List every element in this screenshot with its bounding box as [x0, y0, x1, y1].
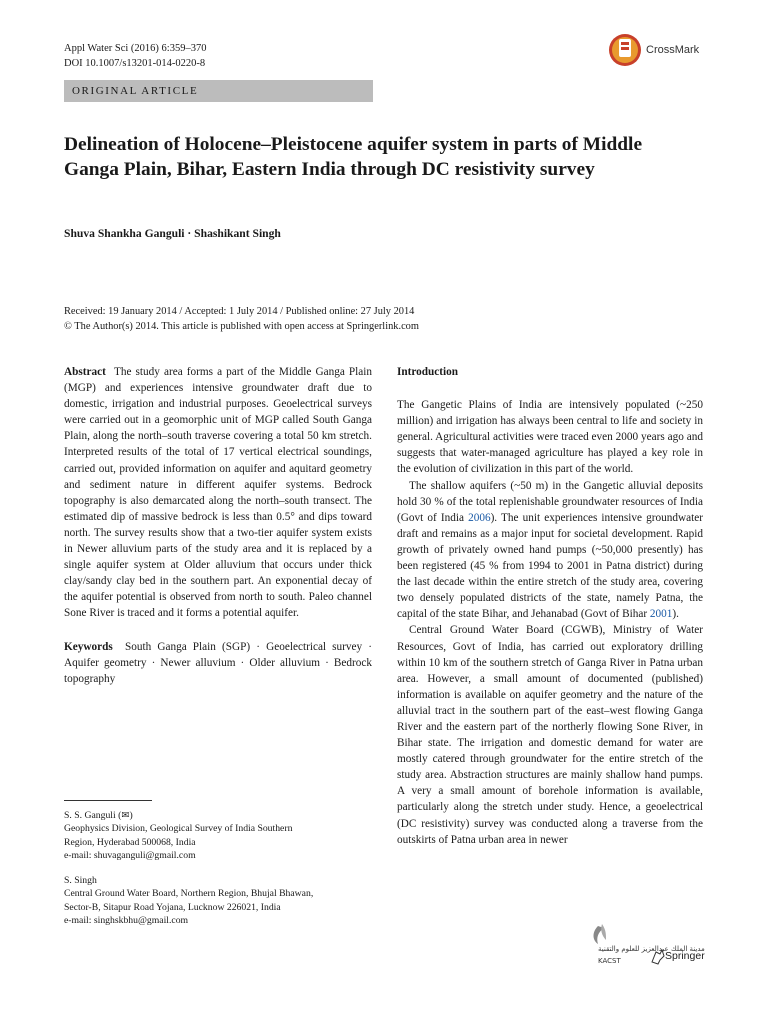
- journal-line: Appl Water Sci (2016) 6:359–370: [64, 43, 207, 54]
- footnote-divider: [64, 800, 152, 801]
- intro-text: ). The unit experiences intensive groundwater draft and remains as a major input for societal development. Rapid growth of privately owned hand pumps (~50,000 presently) has been registered (45 % from 1994 to 2001 in Patna district) during the last decade within the entire stretch of the study area, covering two densely populated districts of the state, namely Patna, the capital of the state Bihar, and Jehanabad (Govt of Bihar: [397, 511, 703, 621]
- crossmark-icon: [608, 31, 642, 69]
- right-column: [397, 364, 703, 848]
- publication-dates: [64, 304, 704, 334]
- affiliation-address: Central Ground Water Board, Northern Region, Bhujal Bhawan,: [64, 888, 314, 900]
- intro-paragraph-1: The Gangetic Plains of India are intensively populated (~250 million) and irrigation has always been central to life and society in general. Agricultural activities were traced even 2000 years ago and suggests that water-managed agriculture has played a key role in the evolution of civilization in this part of the world.: [397, 399, 703, 476]
- intro-paragraph-2: [397, 478, 703, 623]
- intro-text: The shallow aquifers (~50 m) in the Gangetic alluvial deposits hold 30 % of the total replenishable groundwater resources of India (Govt of India: [397, 479, 703, 524]
- intro-text: ).: [672, 608, 679, 621]
- affiliation-address: Region, Hyderabad 500068, India: [64, 836, 196, 848]
- journal-citation: [64, 41, 206, 71]
- affiliation-2: [64, 874, 372, 927]
- affiliation-email[interactable]: e-mail: singhskbhu@gmail.com: [64, 914, 189, 926]
- citation-link[interactable]: 2006: [468, 511, 491, 524]
- affiliation-1: [64, 809, 372, 862]
- doi-line: DOI 10.1007/s13201-014-0220-8: [64, 58, 206, 69]
- introduction-heading: Introduction: [397, 366, 459, 378]
- left-column: [64, 364, 372, 687]
- keywords-label: Keywords: [64, 640, 113, 653]
- abstract-text: The study area forms a part of the Middle Ganga Plain (MGP) and experiences intensive groundwater draft due to domestic, irrigation and industrial purposes. Geoelectrical surveys were carried out in a geomorphic unit of MGP called South Ganga Plain, along the north–south traverse covering a total 50 km stretch. Interpreted results of the total of 17 vertical electrical soundings, carried out, provided information on aquifer and aquitard geometry and sediment nature in different aquifer systems. Bedrock topography is also demarcated along the north–south transect. The estimated dip of massive bedrock is less than 0.5° and dips toward north. The survey results show that a two-tier aquifer system exists in Newer alluvium parts of the study area and it is replaced by a single aquifer system at Older alluvium that occurs under thick clay/sandy clay bed in the southern part. An exponential decay of the aquifer potential is observed from north to south. Paleo channel Sone River is traced and it forms a potential aquifer.: [64, 366, 372, 620]
- affiliation-name: S. S. Ganguli (✉): [64, 810, 133, 821]
- license-line: © The Author(s) 2014. This article is published with open access at Springerlink.com: [64, 321, 419, 332]
- affiliation-email[interactable]: e-mail: shuvaganguli@gmail.com: [64, 849, 196, 861]
- affiliation-address: Sector-B, Sitapur Road Yojana, Lucknow 226021, India: [64, 901, 281, 913]
- author-list: Shuva Shankha Ganguli · Shashikant Singh: [64, 227, 281, 240]
- kacst-label: KACST: [598, 957, 621, 965]
- dates-line: Received: 19 January 2014 / Accepted: 1 July 2014 / Published online: 27 July 2014: [64, 306, 415, 317]
- article-title: Delineation of Holocene–Pleistocene aquifer system in parts of Middle Ganga Plain, Bihar, Eastern India through DC resistivity survey: [64, 134, 643, 180]
- affiliation-name: S. Singh: [64, 875, 97, 886]
- abstract: [64, 364, 372, 622]
- crossmark-badge[interactable]: [608, 30, 718, 70]
- citation-link[interactable]: 2001: [649, 608, 673, 621]
- crossmark-label: CrossMark: [646, 44, 700, 56]
- abstract-label: Abstract: [64, 366, 106, 378]
- springer-label: Springer: [665, 950, 705, 962]
- keywords: [64, 639, 372, 687]
- kacst-arabic-label: مدينة الملك عبدالعزيز للعلوم والتقنية: [598, 945, 705, 953]
- intro-paragraph-3: Central Ground Water Board (CGWB), Ministry of Water Resources, Govt of India, has carried out exploratory drilling within 10 km of the southern stretch of Ganga River in Patna urban area. However, a small amount of documented (published) information is available on aquifer geometry and the nature of the alluvial tract in the southern part of the east–west flowing Ganga River and the eastern part of the northerly flowing Sone River, in Bihar state. The irrigation and domestic demand for water are mostly catered through groundwater for the entire stretch of the study area. Abstraction structures are mainly shallow hand pumps. A very a small amount of borehole information is available, particularly along the stretch under study. Hence, a geoelectrical (DC resistivity) survey was conducted along a traverse from the outskirts of Patna urban area in newer: [397, 624, 703, 846]
- kacst-logo-icon: [594, 924, 607, 944]
- affiliation-address: Geophysics Division, Geological Survey of India Southern: [64, 823, 293, 835]
- keywords-text: South Ganga Plain (SGP) · Geoelectrical survey · Aquifer geometry · Newer alluvium · Older alluvium · Bedrock topography: [64, 640, 373, 685]
- article-type-bar: ORIGINAL ARTICLE: [64, 80, 373, 102]
